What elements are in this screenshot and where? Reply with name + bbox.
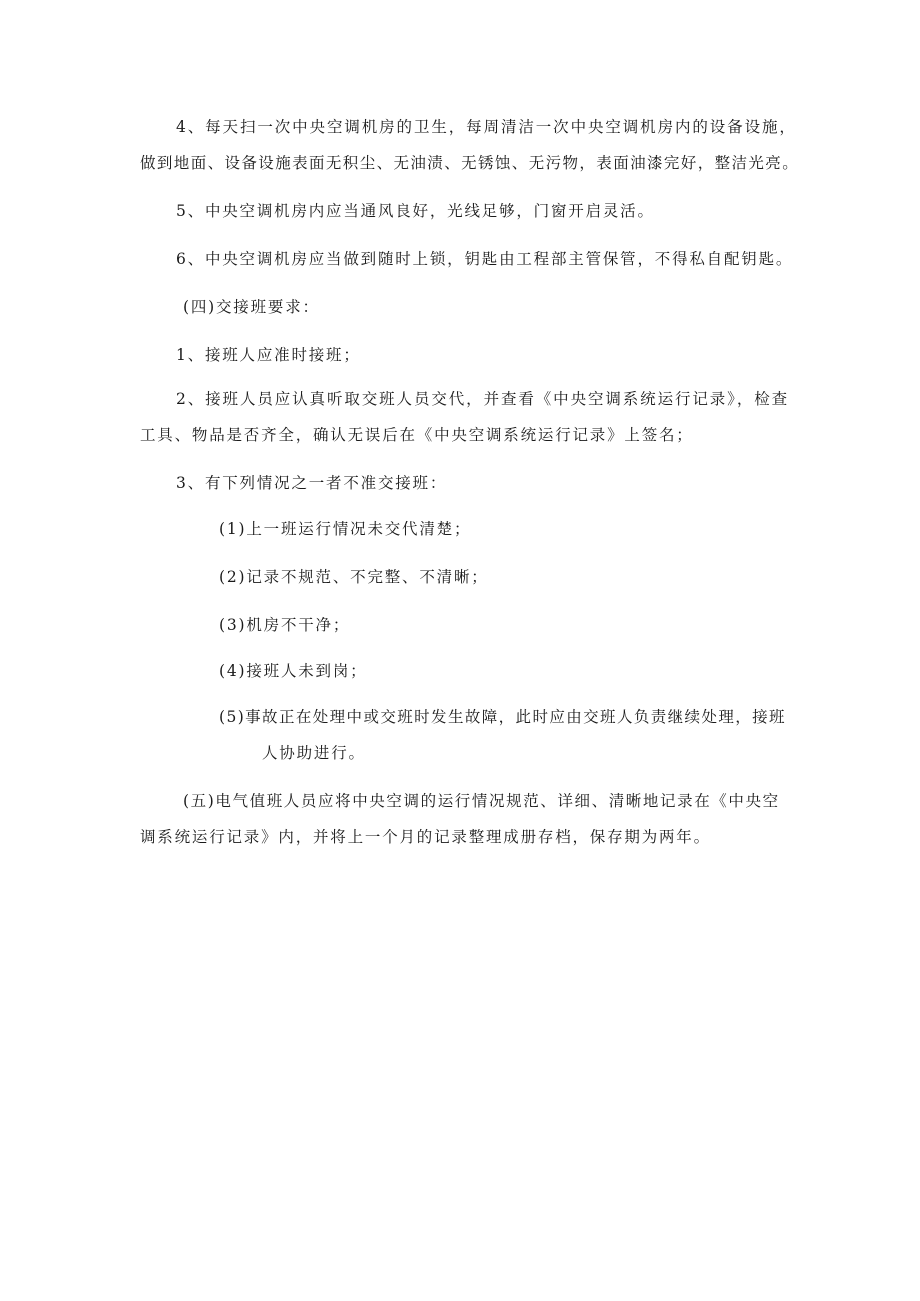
handover-item-1: 1、接班人应准时接班； [176,346,361,364]
item-4-line-1: 4、每天扫一次中央空调机房的卫生，每周清洁一次中央空调机房内的设备设施， [176,118,797,136]
item-6: 6、中央空调机房应当做到随时上锁，钥匙由工程部主管保管，不得私自配钥匙。 [176,250,794,268]
handover-item-2-line-1: 2、接班人员应认真听取交班人员交代，并查看《中央空调系统运行记录》，检查 [176,390,790,408]
item-5: 5、中央空调机房内应当通风良好，光线足够，门窗开启灵活。 [176,202,655,220]
section-5-line-2: 调系统运行记录》内，并将上一个月的记录整理成册存档，保存期为两年。 [140,828,711,846]
handover-item-3: 3、有下列情况之一者不准交接班： [176,474,448,492]
condition-3: (3)机房不干净； [219,616,351,634]
item-4-line-2: 做到地面、设备设施表面无积尘、无油渍、无锈蚀、无污物，表面油漆完好，整洁光亮。 [140,154,800,172]
condition-2: (2)记录不规范、不完整、不清晰； [219,568,489,586]
condition-4: (4)接班人未到岗； [219,662,368,680]
section-4-heading: (四)交接班要求： [183,298,320,316]
handover-item-2-line-2: 工具、物品是否齐全，确认无误后在《中央空调系统运行记录》上签名； [140,426,694,444]
condition-5-line-2: 人协助进行。 [262,744,366,762]
condition-1: (1)上一班运行情况未交代清楚； [219,520,472,538]
condition-5-line-1: (5)事故正在处理中或交班时发生故障，此时应由交班人负责继续处理，接班 [219,708,786,726]
section-5-line-1: (五)电气值班人员应将中央空调的运行情况规范、详细、清晰地记录在《中央空 [183,792,780,810]
